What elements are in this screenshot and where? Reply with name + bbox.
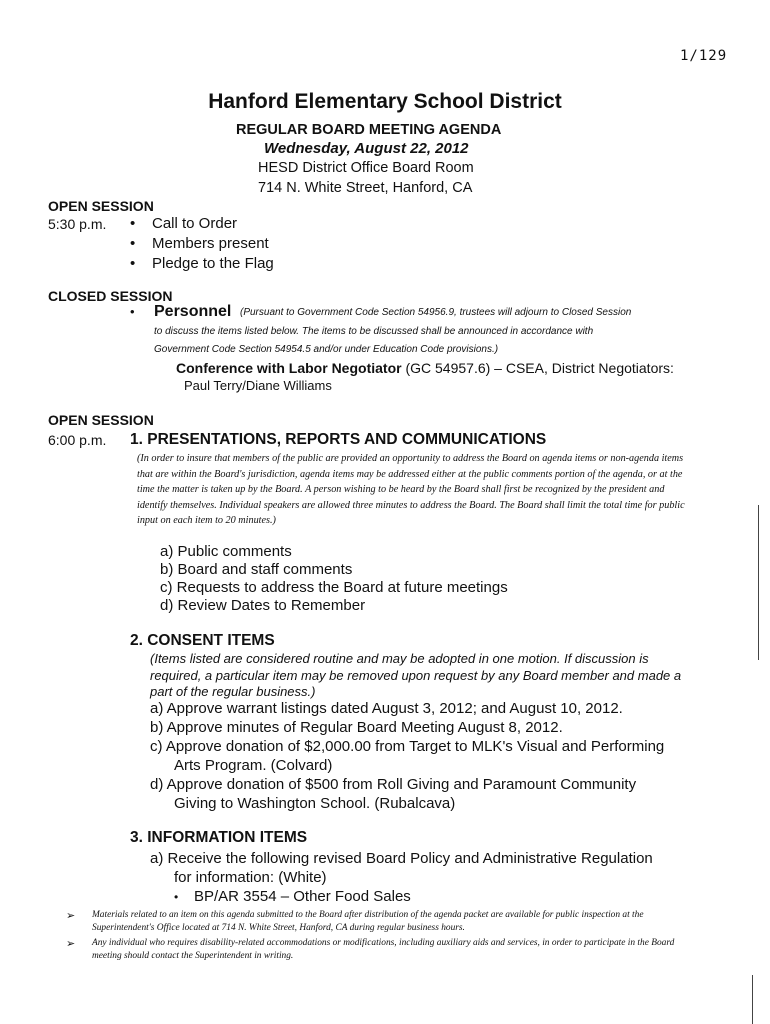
agenda-title: REGULAR BOARD MEETING AGENDA xyxy=(236,122,502,138)
scan-edge-line xyxy=(758,505,759,660)
open-session-2-time: 6:00 p.m. xyxy=(48,432,107,448)
district-title: Hanford Elementary School District xyxy=(208,90,562,113)
bullet-icon: • xyxy=(130,215,136,232)
list-item: c) Approve donation of $2,000.00 from Target to MLK's Visual and Performing xyxy=(150,738,665,755)
open-session-heading: OPEN SESSION xyxy=(48,198,154,214)
list-item: a) Public comments xyxy=(160,543,292,560)
list-item: • Members present xyxy=(130,235,269,252)
location-room: HESD District Office Board Room xyxy=(258,160,474,176)
personnel-label: Personnel xyxy=(154,303,232,320)
list-item: d) Approve donation of $500 from Roll Giving and Paramount Community xyxy=(150,776,637,793)
list-item: d) Review Dates to Remember xyxy=(160,597,366,614)
personnel-note-2: to discuss the items listed below. The items to be discussed shall be announced in accordance with xyxy=(154,326,594,337)
list-item: a) Approve warrant listings dated August 3, 2012; and August 10, 2012. xyxy=(150,700,623,717)
list-item: • Call to Order xyxy=(130,215,238,232)
arrow-icon: ➢ xyxy=(66,938,76,950)
closed-session-heading: CLOSED SESSION xyxy=(48,288,173,304)
list-item: for information: (White) xyxy=(174,869,327,886)
bullet-icon: • xyxy=(130,235,136,252)
scan-edge-line xyxy=(752,975,753,1024)
open-session-time: 5:30 p.m. xyxy=(48,216,107,232)
bullet-icon: • xyxy=(130,255,136,272)
list-item: c) Requests to address the Board at future meetings xyxy=(160,579,508,596)
personnel-note-3: Government Code Section 54954.5 and/or under Education Code provisions.) xyxy=(154,344,499,355)
list-item: a) Receive the following revised Board Policy and Administrative Regulation xyxy=(150,850,653,867)
location-address: 714 N. White Street, Hanford, CA xyxy=(258,180,473,196)
section-2-heading: 2. CONSENT ITEMS xyxy=(130,632,275,649)
list-item: b) Board and staff comments xyxy=(160,561,353,578)
labor-negotiator: Conference with Labor Negotiator (GC 54957.6) – CSEA, District Negotiators: xyxy=(176,360,674,376)
open-session-2-heading: OPEN SESSION xyxy=(48,412,154,428)
section-2-note: (Items listed are considered routine and may be adopted in one motion. If discussion is required, a particular item may be removed upon request by any Board member and made a part of the regular business.) xyxy=(150,651,682,699)
list-item: Arts Program. (Colvard) xyxy=(174,757,333,774)
bullet-icon: • xyxy=(130,304,135,319)
list-item: • Pledge to the Flag xyxy=(130,255,274,272)
negotiators: Paul Terry/Diane Williams xyxy=(184,378,332,393)
section-3-heading: 3. INFORMATION ITEMS xyxy=(130,829,308,846)
meeting-date: Wednesday, August 22, 2012 xyxy=(264,140,469,157)
section-1-heading: 1. PRESENTATIONS, REPORTS AND COMMUNICATIONS xyxy=(130,431,547,448)
list-item: b) Approve minutes of Regular Board Meeting August 8, 2012. xyxy=(150,719,563,736)
arrow-icon: ➢ xyxy=(66,910,76,922)
bullet-icon: • xyxy=(174,890,179,904)
list-item: • BP/AR 3554 – Other Food Sales xyxy=(174,888,411,905)
footnote-2: Any individual who requires disability-related accommodations or modifications, including auxiliary aids and services, in order to participate in the Board meeting should contact the Superintendent in writing. xyxy=(92,938,675,961)
list-item: Giving to Washington School. (Rubalcava) xyxy=(174,795,456,812)
section-1-note: (In order to insure that members of the public are provided an opportunity to address the Board on agenda items or non-agenda items that are within the Board's jurisdiction, agenda items may be addressed either at the public comments portion of the agenda, or at the time the matter is taken up by the Board. A person wishing to be heard by the Board shall first be recognized by the president and identify themselves. Individual speakers are allowed three minutes to address the Board. The Board shall limit the total time for public input on each item to 20 minutes.) xyxy=(137,453,685,527)
personnel-note-1: (Pursuant to Government Code Section 54956.9, trustees will adjourn to Closed Session xyxy=(240,307,632,318)
page-number: 1/129 xyxy=(680,48,728,64)
footnote-1: Materials related to an item on this agenda submitted to the Board after distribution of the agenda packet are available for public inspection at the Superintendent's Office located at 714 N. White Street, Hanford, CA during regular business hours. xyxy=(92,910,644,933)
